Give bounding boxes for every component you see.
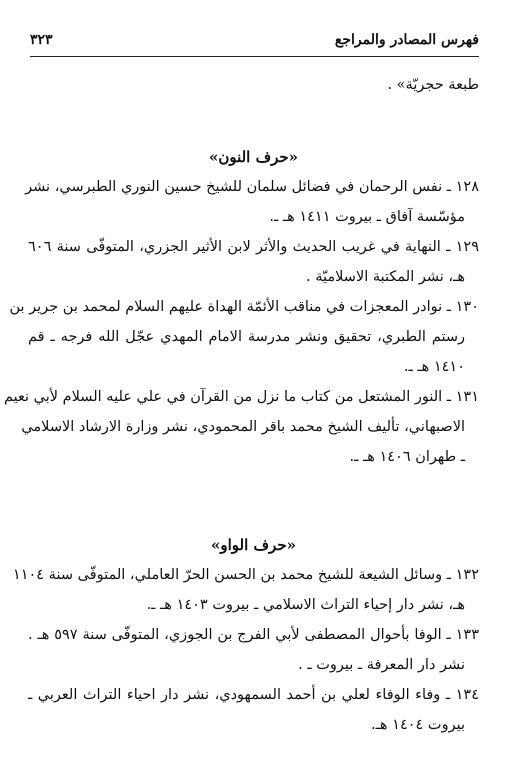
intro-line: طبعة حجريّة» . — [387, 77, 479, 93]
running-head: فهرس المصادر والمراجع — [334, 32, 479, 48]
entry-line: الاصبهاني، تأليف الشيخ محمد باقر المحمودي، نشر وزارة الارشاد الاسلامي — [21, 419, 465, 435]
entry-line: مؤسّسة آفاق ـ بيروت ١٤١١ هـ ـ. — [269, 209, 465, 225]
entry-133 — [28, 620, 479, 680]
entry-line: ١٣٣ ـ الوفا بأحوال المصطفى لأبي الفرج بن الجوزي، المتوفّى سنة ٥٩٧ هـ . — [28, 627, 479, 643]
body-text — [4, 70, 479, 740]
entry-134 — [28, 680, 479, 740]
entry-line: بيروت ١٤٠٤ هـ. — [371, 717, 465, 733]
entry-line: ـ طهران ١٤٠٦ هـ ـ. — [349, 449, 465, 465]
entry-line: نشر دار المعرفة ـ بيروت ـ . — [298, 657, 465, 673]
section-heading-waw: «حرف الواو» — [211, 536, 296, 554]
entry-128 — [25, 172, 479, 232]
entry-132 — [12, 560, 479, 620]
entry-line: هـ، نشر دار إحياء التراث الاسلامي ـ بيروت ١٤٠٣ هـ ـ. — [146, 597, 465, 613]
entry-line: ١٢٩ ـ النهاية في غريب الحديث والأثر لابن الأثير الجزري، المتوفّى سنة ٦٠٦ — [28, 239, 479, 255]
entry-131 — [4, 382, 479, 472]
entry-line: ١٣١ ـ النور المشتعل من كتاب ما نزل من القرآن في علي عليه السلام لأبي نعيم — [4, 389, 479, 405]
section-heading-nun: «حرف النون» — [208, 148, 299, 166]
header-rule — [30, 56, 479, 57]
entry-line: هـ، نشر المكتبة الاسلاميّة . — [306, 269, 465, 285]
entry-line: ١٤١٠ هـ ـ. — [403, 359, 465, 375]
entry-line: ١٢٨ ـ نفس الرحمان في فضائل سلمان للشيخ حسين النوري الطبرسي، نشر — [25, 179, 479, 195]
entry-129 — [28, 232, 479, 292]
spacer — [28, 472, 479, 530]
entry-line: ١٣٠ ـ نوادر المعجزات في مناقب الأئمّة الهداة عليهم السلام لمحمد بن جرير بن — [9, 299, 479, 315]
page-header — [30, 26, 479, 56]
spacer — [28, 100, 479, 142]
entry-line: ١٣٤ ـ وفاء الوفاء لعلي بن أحمد السمهودي، نشر دار احياء التراث العربي ـ — [28, 687, 479, 703]
entry-line: رستم الطبري، تحقيق ونشر مدرسة الامام المهدي عجّل الله فرجه ـ قم — [28, 329, 465, 345]
entry-130 — [9, 292, 479, 382]
page-number: ٣٢٣ — [30, 32, 53, 48]
entry-line: ١٣٢ ـ وسائل الشيعة للشيخ محمد بن الحسن الحرّ العاملي، المتوفّى سنة ١١٠٤ — [12, 567, 479, 583]
